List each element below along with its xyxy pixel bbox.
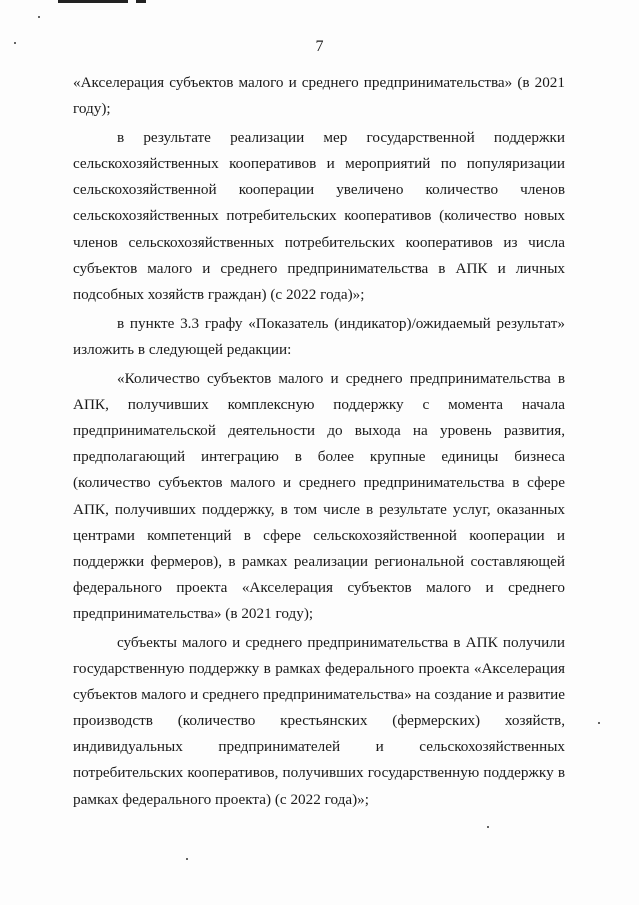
paragraph-cooperatives-result: в результате реализации мер государственной поддержки сельскохозяйственных кооперативов и мероприятий по популяризации сельскохозяйственной кооперации увеличено количество членов сельскохозяйственных потребительских кооперативов (количество новых членов сельскохозяйственных потребительских кооперативов из числа субъектов малого и среднего предпринимательства в АПК и личных подсобных хозяйств граждан) (с 2022 года)»; <box>73 129 565 303</box>
document-body <box>73 70 565 813</box>
scan-edge-mark <box>58 0 128 3</box>
scan-edge-mark <box>136 0 146 3</box>
paragraph-amendment-instruction: в пункте 3.3 графу «Показатель (индикатор)/ожидаемый результат» изложить в следующей редакции: <box>73 314 565 358</box>
paragraph-support-result: субъекты малого и среднего предпринимательства в АПК получили государственную поддержку в рамках федерального проекта «Акселерация субъектов малого и среднего предпринимательства» на создание и развитие производств (количество крестьянских (фермерских) хозяйств, индивидуальных предпринимателей и сельскохозяйственных потребительских кооперативов, получивших государственную поддержку в рамках федерального проекта) (с 2022 года)»; <box>73 633 565 808</box>
scan-speck <box>186 858 188 860</box>
scan-speck <box>487 826 489 828</box>
paragraph-continuation: «Акселерация субъектов малого и среднего предпринимательства» (в 2021 году); <box>73 74 565 118</box>
scan-speck <box>598 722 600 724</box>
paragraph-indicator-text: «Количество субъектов малого и среднего предпринимательства в АПК, получивших комплексную поддержку с момента начала предпринимательской деятельности до выхода на уровень развития, предполагающий интеграцию в более крупные единицы бизнеса (количество субъектов малого и среднего предпринимательства в сфере АПК, получивших поддержку, в том числе в результате услуг, оказанных центрами компетенций в сфере сельскохозяйственной кооперации и поддержки фермеров), в рамках реализации региональной составляющей федерального проекта «Акселерация субъектов малого и среднего предпринимательства» (в 2021 году); <box>73 370 565 622</box>
page-number: 7 <box>315 38 324 55</box>
scan-speck <box>38 16 40 18</box>
